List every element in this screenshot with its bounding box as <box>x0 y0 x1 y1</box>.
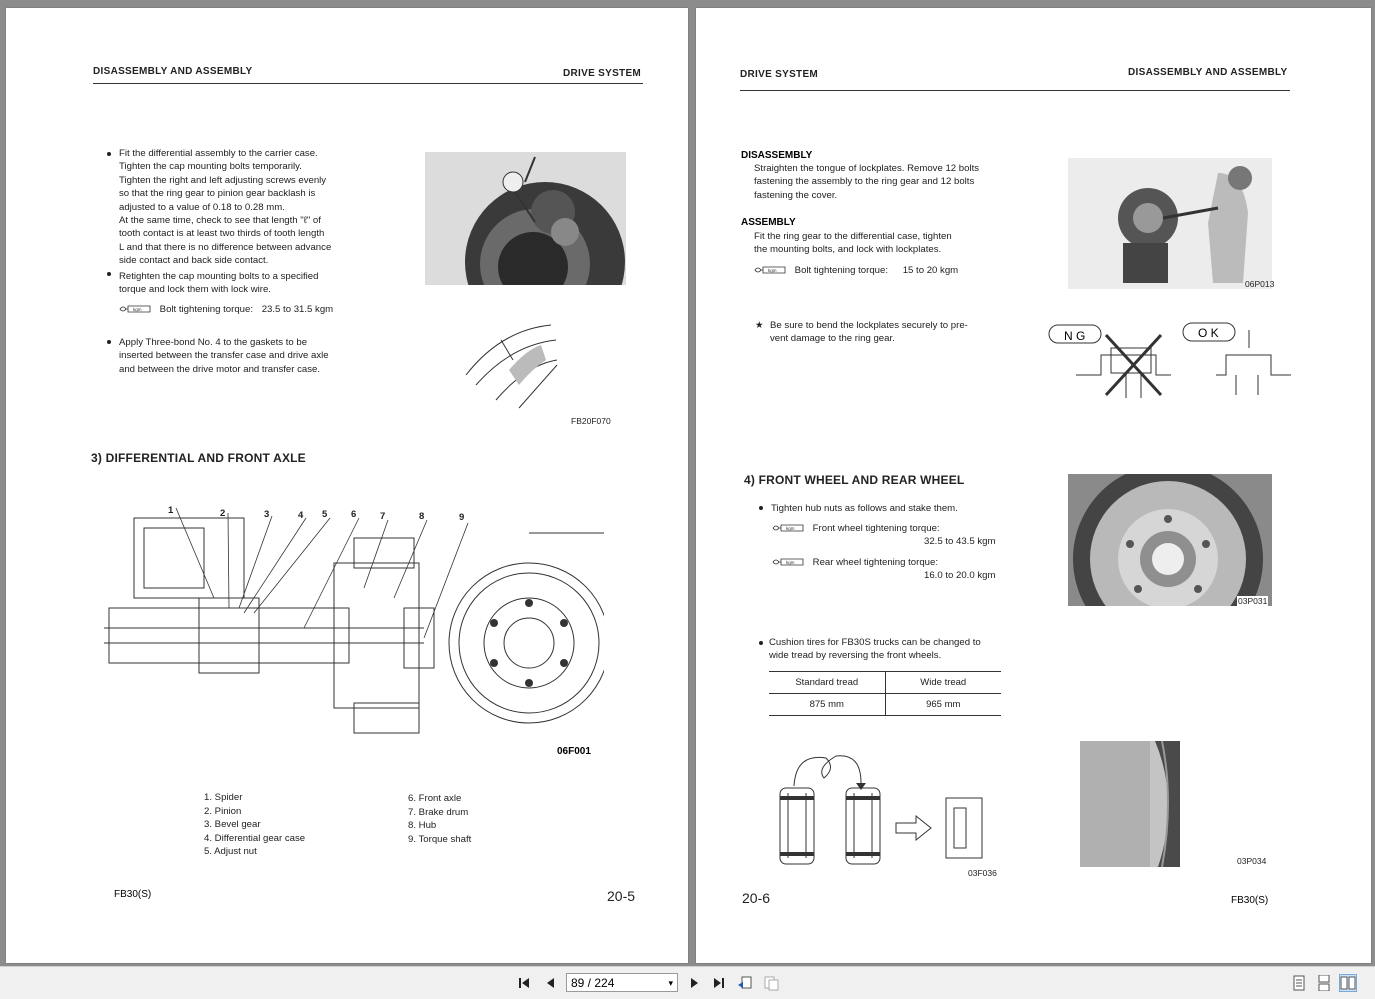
text-line: At the same time, check to see that length "ℓ" of <box>119 215 321 227</box>
torque-wrench-icon <box>772 523 804 533</box>
text-line: Fit the ring gear to the differential case, tighten <box>754 231 952 242</box>
callout-2: 2 <box>220 508 226 519</box>
bullet <box>759 641 763 645</box>
header-rule <box>740 90 1290 91</box>
text-line: and between the drive motor and transfer case. <box>119 363 321 375</box>
last-page-icon[interactable] <box>710 975 726 991</box>
torque-value: 23.5 to 31.5 kgm <box>261 304 334 315</box>
bullet <box>107 340 111 344</box>
fig1-code: FB20F070 <box>571 416 611 426</box>
parts-list-item: 5. Adjust nut <box>204 846 257 858</box>
callout-7: 7 <box>380 511 386 522</box>
bullet <box>107 272 111 276</box>
photo-wheel-hub <box>1068 474 1272 606</box>
left-header-right: DRIVE SYSTEM <box>563 68 642 79</box>
text-line: Cushion tires for FB30S trucks can be changed to <box>769 637 981 648</box>
ok-label: O K <box>1198 326 1219 340</box>
parts-list-col1 <box>204 791 305 859</box>
tread-table <box>769 671 1001 716</box>
table-header: Standard tread <box>769 672 885 694</box>
torque-line <box>119 303 333 316</box>
text-line: adjusted to a value of 0.18 to 0.28 mm. <box>119 201 285 213</box>
front-torque-label: Front wheel tightening torque: <box>812 523 940 534</box>
callout-9: 9 <box>459 512 465 523</box>
text-line: Be sure to bend the lockplates securely to pre- <box>770 320 968 331</box>
bullet-1-text <box>119 147 351 268</box>
tooth-contact-diagram <box>461 320 561 412</box>
left-page <box>6 8 688 963</box>
right-footer-model: FB30(S) <box>1231 895 1269 906</box>
parts-list-item: 4. Differential gear case <box>204 832 306 844</box>
right-page <box>696 8 1371 963</box>
bullet <box>759 506 763 510</box>
hub-line: Tighten hub nuts as follows and stake them. <box>771 503 958 514</box>
torque-wrench-icon <box>754 265 786 275</box>
right-footer-page: 20-6 <box>742 890 771 906</box>
svg-text:kgm: kgm <box>133 307 142 313</box>
left-footer-page: 20-5 <box>607 888 636 904</box>
note-star: ★ <box>755 320 764 331</box>
parts-list-item: 6. Front axle <box>408 793 462 804</box>
callout-4: 4 <box>298 510 304 521</box>
axle-cross-section-drawing <box>104 498 604 738</box>
text-line: Straighten the tongue of lockplates. Remove 12 bolts <box>754 163 980 174</box>
disassembly-text <box>754 162 1004 202</box>
section-title-wheels: 4) FRONT WHEEL AND REAR WHEEL <box>744 473 965 487</box>
header-rule <box>93 83 643 84</box>
callout-8: 8 <box>419 511 425 522</box>
note-text <box>770 319 1005 346</box>
callout-3: 3 <box>264 509 270 520</box>
table-header: Wide tread <box>920 677 967 688</box>
photo3-code: 03P034 <box>1237 856 1267 866</box>
ng-label: N G <box>1064 329 1086 343</box>
svg-text:kgm: kgm <box>786 560 795 566</box>
right-header-left: DRIVE SYSTEM <box>740 69 819 80</box>
callout-5: 5 <box>322 509 328 520</box>
parts-list-col2 <box>408 792 471 846</box>
text-line: Apply Three-bond No. 4 to the gaskets to be <box>119 337 308 348</box>
first-page-icon[interactable] <box>517 975 533 991</box>
text-line: tooth contact is at least two thirds of tooth length <box>119 228 325 240</box>
prev-view-icon[interactable] <box>737 975 753 991</box>
text-line: torque and lock them with lock wire. <box>119 284 271 296</box>
two-page-view-icon[interactable] <box>1340 975 1356 991</box>
cushion-text <box>769 636 1009 663</box>
chevron-down-icon[interactable]: ▾ <box>668 978 673 988</box>
torque-label: Bolt tightening torque: <box>159 304 254 315</box>
section-title-differential: 3) DIFFERENTIAL AND FRONT AXLE <box>91 451 306 465</box>
text-line: L and that there is no difference between advance <box>119 241 332 253</box>
photo1-code: 06P013 <box>1245 279 1275 289</box>
table-cell: 965 mm <box>926 699 961 710</box>
text-line: Tighten the cap mounting bolts temporarily. <box>119 161 302 173</box>
disassembly-title: DISASSEMBLY <box>741 150 813 161</box>
text-line: Fit the differential assembly to the carrier case. <box>119 148 318 159</box>
left-header-left: DISASSEMBLY AND ASSEMBLY <box>93 66 253 77</box>
text-line: Tighten the right and left adjusting screws evenly <box>119 174 327 186</box>
parts-list-item: 2. Pinion <box>204 805 242 817</box>
torque-wrench-icon <box>119 304 151 314</box>
torque-line <box>754 264 958 277</box>
table-cell: 875 mm <box>769 694 885 716</box>
front-torque-line <box>772 522 940 535</box>
viewer-toolbar <box>0 966 1375 999</box>
text-line: wide tread by reversing the front wheels. <box>769 650 942 662</box>
bullet <box>107 152 111 156</box>
text-line: so that the ring gear to pinion gear backlash is <box>119 188 316 200</box>
torque-wrench-icon <box>772 557 804 567</box>
front-torque-value: 32.5 to 43.5 kgm <box>924 536 996 547</box>
svg-text:kgm: kgm <box>768 268 777 274</box>
page-number-input[interactable] <box>566 973 678 992</box>
svg-text:kgm: kgm <box>786 526 795 532</box>
photo-technician-hub <box>1068 158 1275 289</box>
tire-reversal-diagram <box>776 748 996 868</box>
single-page-view-icon[interactable] <box>1291 975 1307 991</box>
next-view-icon[interactable] <box>763 975 779 991</box>
assembly-title: ASSEMBLY <box>741 217 796 228</box>
continuous-view-icon[interactable] <box>1316 975 1332 991</box>
fig3-code: 03F036 <box>968 868 997 878</box>
rear-torque-line <box>772 556 938 569</box>
text-line: fastening the cover. <box>754 189 838 201</box>
right-header-right: DISASSEMBLY AND ASSEMBLY <box>1128 67 1288 78</box>
parts-list-item: 7. Brake drum <box>408 806 469 818</box>
parts-list-item: 3. Bevel gear <box>204 819 261 831</box>
text-line: side contact and back side contact. <box>119 255 269 267</box>
parts-list-item: 8. Hub <box>408 820 437 832</box>
torque-value: 15 to 20 kgm <box>902 265 959 276</box>
page-indicator: 89 / 224 <box>571 976 615 990</box>
parts-list-item: 9. Torque shaft <box>408 833 472 845</box>
prev-page-icon[interactable] <box>543 975 559 991</box>
bullet-3-text <box>119 336 351 376</box>
callout-6: 6 <box>351 509 357 520</box>
fig2-code: 06F001 <box>557 746 591 757</box>
text-line: Retighten the cap mounting bolts to a specified <box>119 271 319 282</box>
photo-differential-dial-gauge <box>425 152 626 285</box>
text-line: fastening the assembly to the ring gear and 12 bolts <box>754 176 975 188</box>
rear-torque-value: 16.0 to 20.0 kgm <box>924 570 996 581</box>
photo-tire-side <box>1080 741 1180 867</box>
text-line: the mounting bolts, and lock with lockplates. <box>754 244 942 256</box>
callout-1: 1 <box>168 505 174 516</box>
text-line: vent damage to the ring gear. <box>770 333 895 345</box>
photo2-code: 03P031 <box>1238 596 1268 606</box>
torque-label: Bolt tightening torque: <box>794 265 889 276</box>
assembly-text <box>754 230 1004 257</box>
text-line: inserted between the transfer case and drive axle <box>119 350 329 362</box>
left-footer-model: FB30(S) <box>114 889 152 900</box>
parts-list-item: 1. Spider <box>204 792 243 803</box>
bullet-2-text <box>119 270 351 297</box>
rear-torque-label: Rear wheel tightening torque: <box>812 557 939 568</box>
next-page-icon[interactable] <box>686 975 702 991</box>
